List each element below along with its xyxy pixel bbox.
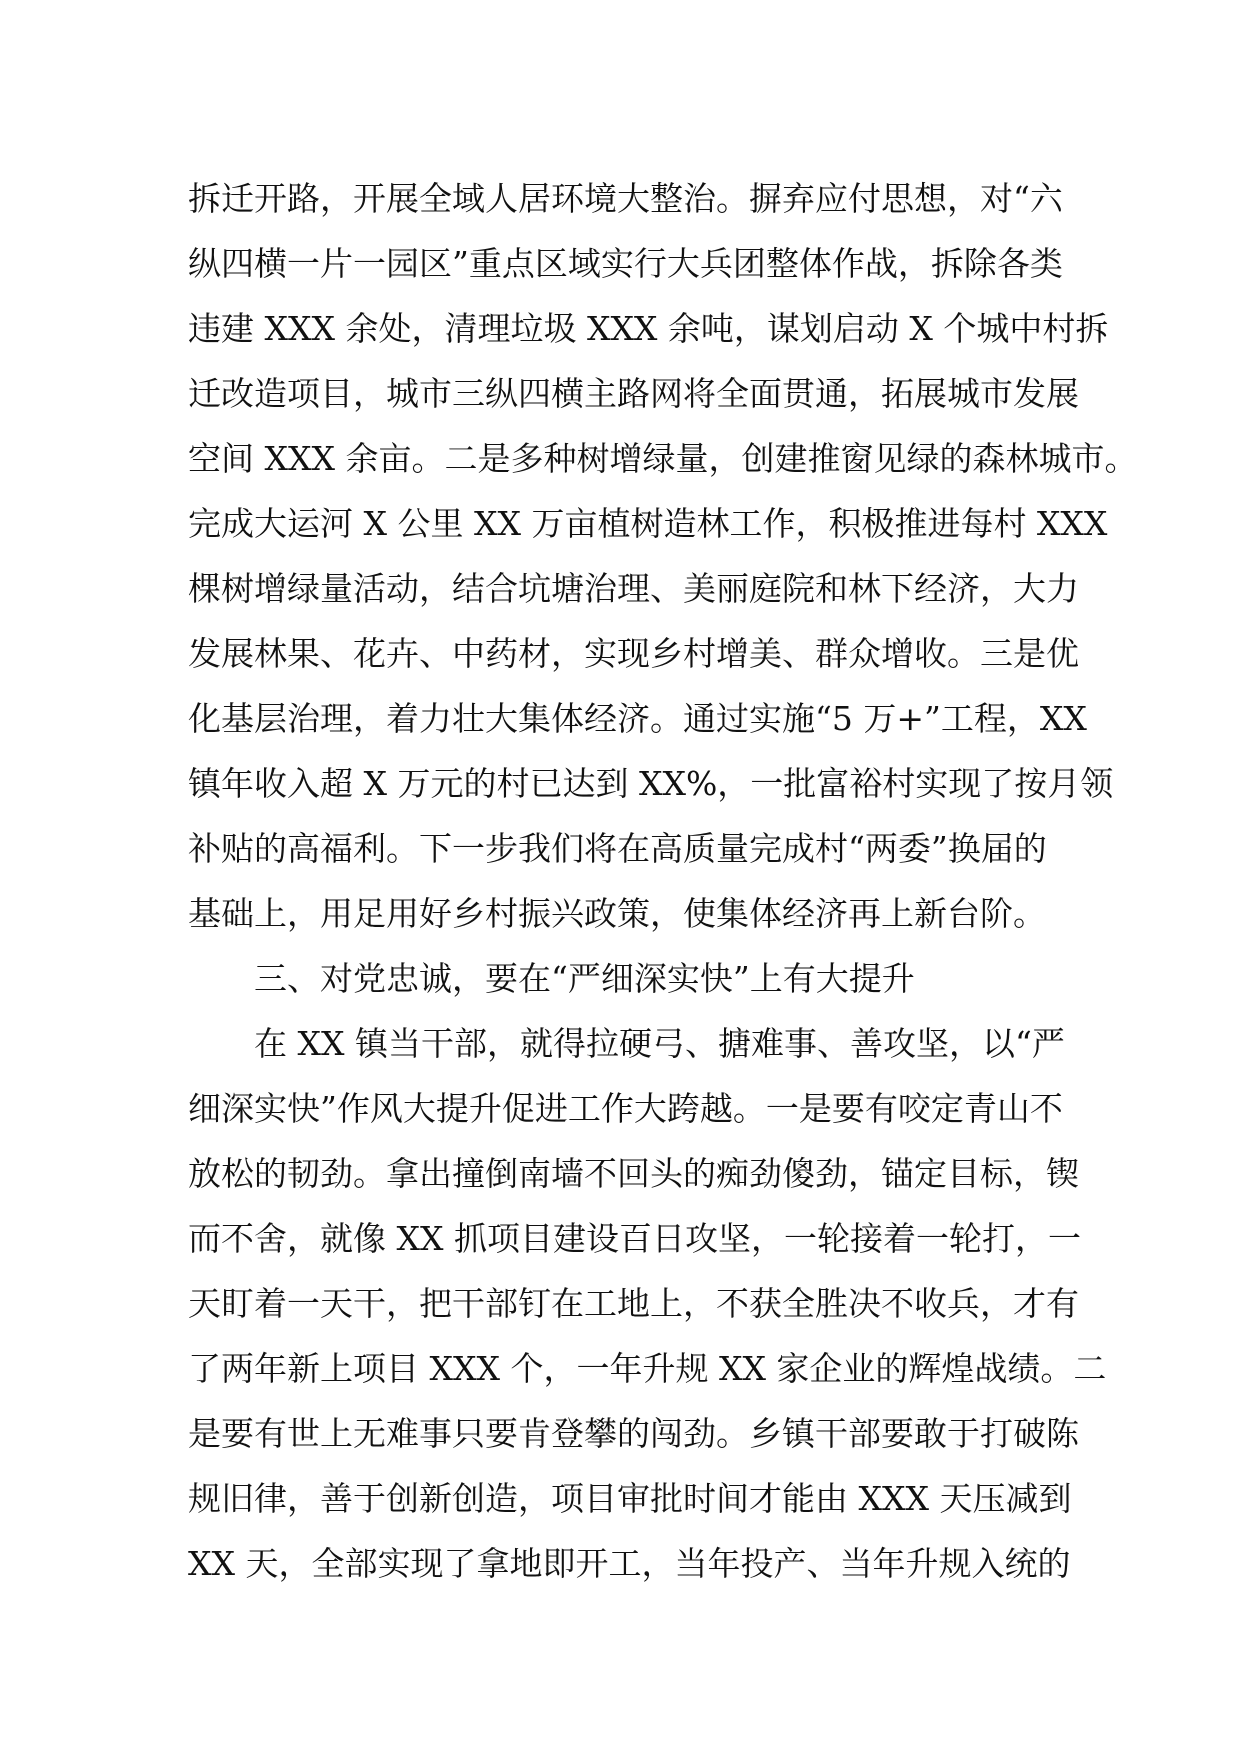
text-line: 规旧律，善于创新创造，项目审批时间才能由 XXX 天压减到 (188, 1479, 1072, 1518)
text-line: 完成大运河 X 公里 XX 万亩植树造林工作，积极推进每村 XXX (188, 504, 1108, 543)
text-line: 违建 XXX 余处，清理垃圾 XXX 余吨，谋划启动 X 个城中村拆 (188, 309, 1109, 348)
body-text (188, 166, 1138, 1596)
paragraph-first-line: 在 XX 镇当干部，就得拉硬弓、搪难事、善攻坚，以“严 (254, 1024, 1065, 1063)
text-line: 而不舍，就像 XX 抓项目建设百日攻坚，一轮接着一轮打，一 (188, 1219, 1081, 1258)
text-line: 补贴的高福利。下一步我们将在高质量完成村“两委”换届的 (188, 829, 1047, 868)
text-line: 空间 XXX 余亩。二是多种树增绿量，创建推窗见绿的森林城市。 (188, 439, 1138, 478)
text-line: 了两年新上项目 XXX 个，一年升规 XX 家企业的辉煌战绩。二 (188, 1349, 1107, 1388)
text-line: 拆迁开路，开展全域人居环境大整治。摒弃应付思想，对“六 (188, 179, 1063, 218)
text-line: 天盯着一天干，把干部钉在工地上，不获全胜决不收兵，才有 (188, 1284, 1079, 1323)
text-line: XX 天，全部实现了拿地即开工，当年投产、当年升规入统的 (188, 1544, 1071, 1583)
text-line: 棵树增绿量活动，结合坑塘治理、美丽庭院和林下经济，大力 (188, 569, 1079, 608)
text-line: 纵四横一片一园区”重点区域实行大兵团整体作战，拆除各类 (188, 244, 1063, 283)
text-line: 细深实快”作风大提升促进工作大跨越。一是要有咬定青山不 (188, 1089, 1063, 1128)
text-line: 迁改造项目，城市三纵四横主路网将全面贯通，拓展城市发展 (188, 374, 1079, 413)
text-line: 镇年收入超 X 万元的村已达到 XX%，一批富裕村实现了按月领 (188, 764, 1114, 803)
text-line: 放松的韧劲。拿出撞倒南墙不回头的痴劲傻劲，锚定目标，锲 (188, 1154, 1079, 1193)
text-line: 是要有世上无难事只要肯登攀的闯劲。乡镇干部要敢于打破陈 (188, 1414, 1079, 1453)
text-line: 基础上，用足用好乡村振兴政策，使集体经济再上新台阶。 (188, 894, 1046, 933)
text-line: 化基层治理，着力壮大集体经济。通过实施“5 万+”工程，XX (188, 699, 1087, 738)
text-line: 发展林果、花卉、中药材，实现乡村增美、群众增收。三是优 (188, 634, 1079, 673)
section-heading: 三、对党忠诚，要在“严细深实快”上有大提升 (254, 959, 915, 998)
